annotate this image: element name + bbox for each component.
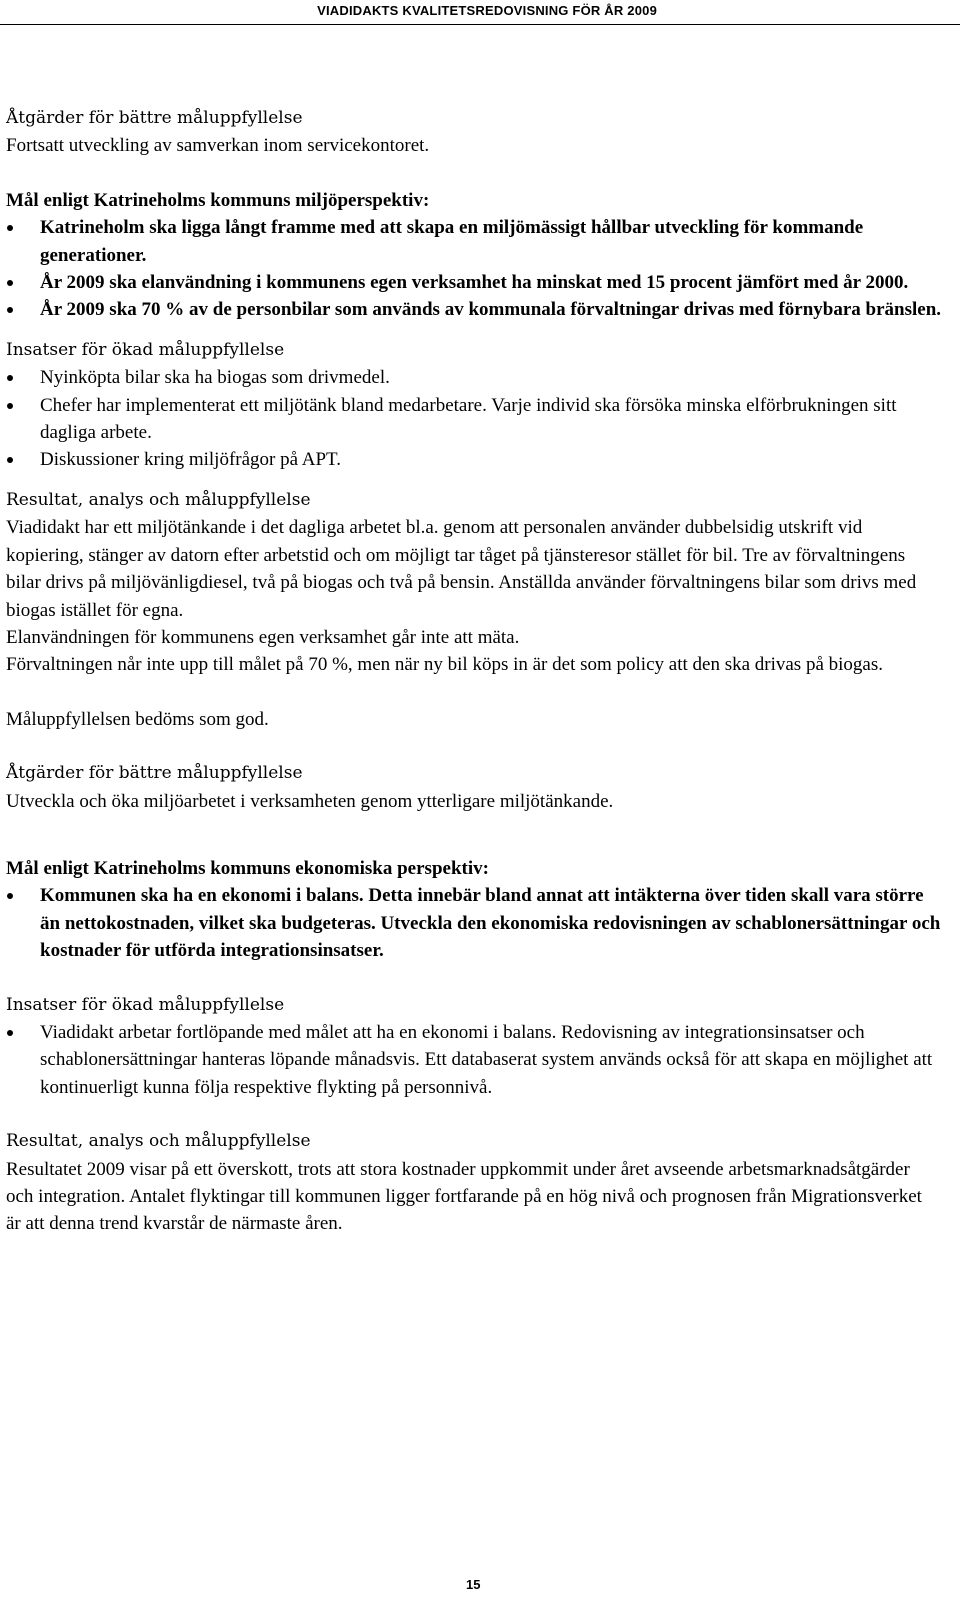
list-item: År 2009 ska elanvändning i kommunens egen verksamhet ha minskat med 15 procent jämfört med år 2000. (40, 269, 941, 296)
env-insatser-heading: Insatser för ökad måluppfyllelse (6, 339, 285, 360)
list-item: Chefer har implementerat ett miljötänk bland medarbetare. Varje individ ska försöka minska elförbrukningen sitt dagliga arbete. (40, 392, 941, 447)
econ-insatser-list (6, 1019, 941, 1101)
econ-goals-heading: Mål enligt Katrineholms kommuns ekonomiska perspektiv: (6, 857, 489, 879)
list-item: Nyinköpta bilar ska ha biogas som drivmedel. (40, 364, 941, 391)
section-heading-atgarder: Åtgärder för bättre måluppfyllelse (6, 108, 303, 128)
env-resultat-paragraph: Förvaltningen når inte upp till målet på 70 %, men när ny bil köps in är det som policy att den ska drivas på biogas. (6, 654, 883, 676)
econ-goals-list (6, 882, 941, 964)
env-resultat-paragraph: Viadidakt har ett miljötänkande i det dagliga arbetet bl.a. genom att personalen använder dubbelsidig utskrift vid kopiering, stänger av datorn efter arbetstid och om möjligt tar tåget på tjänsteresor stället för bil. Tre av förvaltningens bilar drivs på miljövänligdiesel, två på biogas och två på bensin. Anställda använder förvaltningens bilar som drivs med biogas istället för egna. (6, 517, 917, 621)
env-goals-list (6, 214, 941, 324)
env-assessment: Måluppfyllelsen bedöms som god. (6, 708, 269, 730)
list-item: Katrineholm ska ligga långt framme med att skapa en miljömässigt hållbar utveckling för kommande generationer. (40, 214, 941, 269)
atgarder-text: Fortsatt utveckling av samverkan inom servicekontoret. (6, 135, 430, 157)
econ-resultat-paragraph: Resultatet 2009 visar på ett överskott, trots att stora kostnader uppkommit under året avseende arbetsmarknadsåtgärder och integration. Antalet flyktingar till kommunen ligger fortfarande på en hög nivå och prognosen från Migrationsverket är att denna trend kvarstår de närmaste åren. (6, 1158, 922, 1235)
list-item: Kommunen ska ha en ekonomi i balans. Detta innebär bland annat att intäkterna över tiden skall vara större än nettokostnaden, vilket ska budgeteras. Utveckla den ekonomiska redovisningen av schablonersättningar och kostnader för utförda integrationsinsatser. (40, 882, 941, 964)
list-item: Viadidakt arbetar fortlöpande med målet att ha en ekonomi i balans. Redovisning av integrationsinsatser och schablonersättningar hanteras löpande månadsvis. Ett databaserat system används också för att skapa en möjlighet att kontinuerligt kunna följa respektive flykting på personnivå. (40, 1019, 941, 1101)
list-item: År 2009 ska 70 % av de personbilar som används av kommunala förvaltningar drivas med förnybara bränslen. (40, 296, 941, 323)
document-body (6, 105, 941, 1238)
econ-insatser-heading: Insatser för ökad måluppfyllelse (6, 994, 285, 1015)
list-item: Diskussioner kring miljöfrågor på APT. (40, 446, 941, 473)
report-header-title: VIADIDAKTS KVALITETSREDOVISNING FÖR ÅR 2009 (317, 3, 657, 18)
econ-resultat-heading: Resultat, analys och måluppfyllelse (6, 1131, 311, 1152)
env-goals-heading: Mål enligt Katrineholms kommuns miljöperspektiv: (6, 189, 430, 211)
env-atgarder-text: Utveckla och öka miljöarbetet i verksamheten genom ytterligare miljötänkande. (6, 790, 614, 812)
env-resultat-paragraph: Elanvändningen för kommunens egen verksamhet går inte att mäta. (6, 626, 520, 648)
env-atgarder-heading: Åtgärder för bättre måluppfyllelse (6, 763, 303, 784)
header-divider (0, 24, 960, 25)
env-insatser-list (6, 364, 941, 474)
page-number: 15 (466, 1577, 481, 1592)
env-resultat-heading: Resultat, analys och måluppfyllelse (6, 489, 311, 510)
